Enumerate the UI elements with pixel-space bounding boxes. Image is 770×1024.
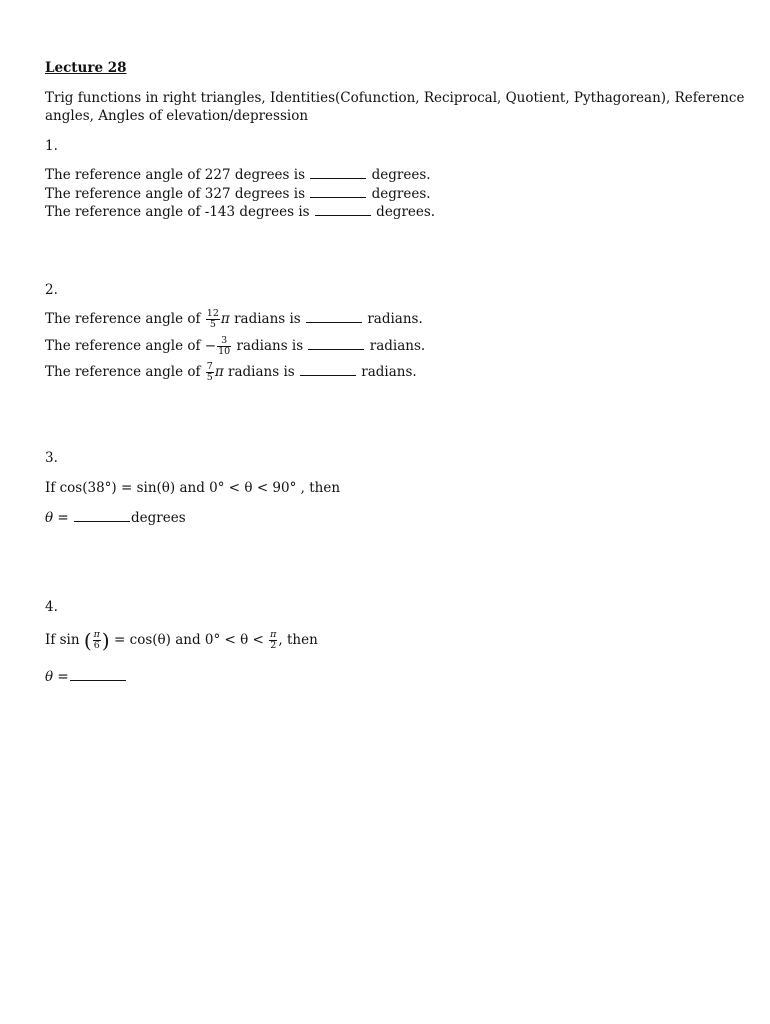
- q4-answer-prefix: θ =: [45, 669, 69, 685]
- fraction-numerator: 7: [206, 361, 213, 372]
- q2-end: radians.: [361, 364, 417, 380]
- answer-blank: [74, 510, 130, 522]
- fraction: [206, 362, 214, 383]
- q3-answer-prefix: θ =: [45, 510, 69, 526]
- question-2-line: [45, 362, 417, 383]
- question-1-line: [45, 203, 435, 221]
- question-2-line: [45, 336, 425, 357]
- q2-mid: radians is: [236, 338, 304, 354]
- q1-line-1-prefix: The reference angle of 227 degrees is: [45, 167, 306, 183]
- question-3-answer: [45, 509, 186, 527]
- q2-line-prefix: The reference angle of: [45, 364, 201, 380]
- fraction-numerator: π: [93, 629, 100, 640]
- question-2-line: [45, 309, 423, 330]
- fraction-denominator: 5: [206, 372, 213, 383]
- pi-symbol: π: [220, 311, 230, 327]
- fraction: [206, 309, 220, 330]
- fraction-denominator: 5: [209, 319, 216, 330]
- answer-blank: [310, 186, 366, 198]
- question-2-number: 2.: [45, 282, 58, 298]
- question-4-statement: [45, 630, 318, 651]
- answer-blank: [315, 204, 371, 216]
- q4-then: , then: [278, 632, 318, 648]
- fraction-denominator: 2: [270, 640, 277, 651]
- question-1-line: [45, 185, 431, 203]
- q4-middle: = cos(θ) and 0° < θ <: [114, 632, 264, 648]
- answer-blank: [308, 338, 364, 350]
- question-1-number: 1.: [45, 138, 58, 154]
- q3-answer-suffix: degrees: [131, 510, 186, 526]
- question-4-answer: [45, 668, 127, 686]
- pi-symbol: π: [214, 364, 224, 380]
- question-3-statement: If cos(38°) = sin(θ) and 0° < θ < 90° , then: [45, 480, 341, 496]
- question-1-line: [45, 166, 431, 184]
- q2-line-prefix: The reference angle of: [45, 311, 201, 327]
- fraction-numerator: 3: [217, 336, 231, 347]
- q2-mid: radians is: [234, 311, 301, 327]
- fraction-denominator: 6: [93, 640, 100, 651]
- q2-end: radians.: [369, 338, 426, 354]
- q2-mid: radians is: [228, 364, 295, 380]
- q1-line-1-suffix: degrees.: [371, 167, 431, 183]
- question-4-number: 4.: [45, 599, 58, 615]
- answer-blank: [310, 167, 366, 179]
- fraction: [269, 630, 277, 651]
- fraction: [93, 630, 101, 651]
- fraction-numerator: 12: [206, 308, 219, 319]
- fraction-numerator: π: [270, 629, 277, 640]
- answer-blank: [70, 669, 126, 681]
- fraction: [217, 336, 231, 357]
- q2-line-prefix: The reference angle of: [45, 338, 201, 354]
- q2-sign: −: [204, 338, 217, 354]
- question-3-number: 3.: [45, 450, 58, 466]
- q1-line-2-prefix: The reference angle of 327 degrees is: [45, 186, 306, 202]
- close-paren: ): [101, 628, 110, 653]
- q1-line-3-suffix: degrees.: [376, 204, 436, 220]
- q4-if: If sin: [45, 632, 80, 648]
- q1-line-2-suffix: degrees.: [371, 186, 431, 202]
- q1-line-3-prefix: The reference angle of -143 degrees is: [45, 204, 310, 220]
- fraction-denominator: 10: [218, 346, 231, 357]
- page-title: Lecture 28: [45, 60, 127, 76]
- answer-blank: [306, 311, 362, 323]
- topics-line-1: Trig functions in right triangles, Identities(Cofunction, Reciprocal, Quotient, Pythagorean), Reference: [45, 90, 745, 106]
- answer-blank: [300, 364, 356, 376]
- q2-end: radians.: [367, 311, 423, 327]
- open-paren: (: [83, 628, 92, 653]
- topics-line-2: angles, Angles of elevation/depression: [45, 108, 309, 124]
